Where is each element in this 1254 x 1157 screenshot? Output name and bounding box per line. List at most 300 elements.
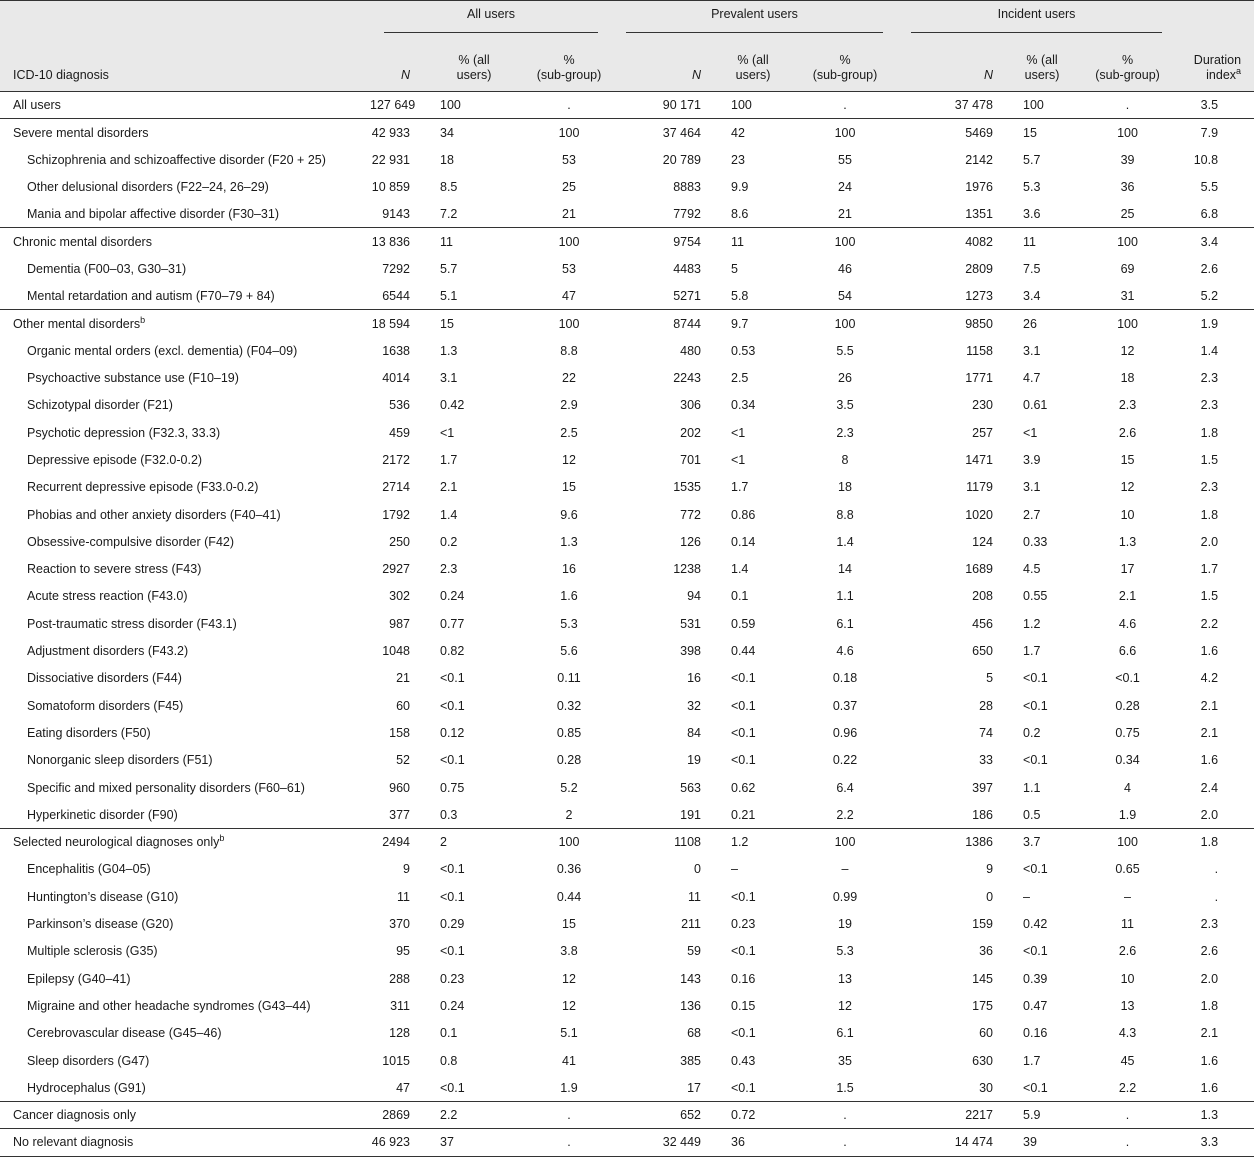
- cell-pct-all-prevalent: 0.86: [731, 507, 756, 522]
- table-row: [0, 801, 1254, 828]
- table-row-category: [0, 228, 1254, 255]
- row-label: Chronic mental disorders: [13, 234, 152, 249]
- cell-n-all: 21: [396, 671, 410, 686]
- cell-n-all: 128: [389, 1026, 410, 1041]
- cell-n-incident: 650: [972, 644, 994, 659]
- cell-pct-sub-incident: 10: [1120, 971, 1135, 986]
- cell-pct-sub-incident: .: [1125, 98, 1130, 113]
- cell-n-incident: 1689: [965, 562, 994, 577]
- cell-pct-all-prevalent: <0.1: [731, 671, 756, 686]
- cell-pct-sub-prevalent: 0.96: [832, 725, 858, 740]
- row-label-cell: [0, 364, 370, 391]
- cell-pct-sub-incident: 2.6: [1118, 944, 1137, 959]
- cell-pct-sub-incident: <0.1: [1115, 671, 1140, 686]
- cell-pct-sub-incident: 25: [1120, 207, 1135, 222]
- header-pct-all-all: % (all users): [456, 53, 492, 82]
- cell-pct-sub-incident: 100: [1117, 316, 1138, 331]
- row-label: Schizophrenia and schizoaffective disorder (F20 + 25): [27, 152, 326, 167]
- cell-n-prevalent: 191: [680, 807, 701, 822]
- cell-duration-index: 5.5: [1200, 180, 1219, 195]
- cell-n-all: 2172: [382, 453, 410, 467]
- header-pct-sub-prevalent: % (sub-group): [812, 53, 878, 82]
- cell-n-prevalent: 19: [687, 753, 701, 768]
- row-label: Mania and bipolar affective disorder (F30–31): [27, 207, 279, 222]
- table-row: [0, 1047, 1254, 1074]
- cell-pct-sub-all: 15: [562, 480, 576, 495]
- row-label: Phobias and other anxiety disorders (F40–41): [27, 507, 281, 522]
- cell-duration-index: 2.4: [1200, 780, 1219, 795]
- row-label-cell: [0, 856, 370, 883]
- cell-pct-all-all: 0.2: [440, 534, 458, 549]
- cell-duration-index: 4.2: [1200, 671, 1219, 686]
- cell-pct-sub-all: 0.28: [556, 753, 582, 768]
- cell-pct-sub-prevalent: 6.1: [836, 616, 854, 631]
- cell-pct-sub-all: 2.5: [560, 425, 578, 440]
- cell-duration-index: 2.1: [1200, 1026, 1219, 1041]
- row-label: Eating disorders (F50): [27, 725, 151, 740]
- row-label: Dissociative disorders (F44): [27, 671, 182, 686]
- cell-pct-all-prevalent: <1: [731, 453, 746, 467]
- row-label-cell: [0, 829, 370, 856]
- cell-duration-index: 2.0: [1200, 534, 1219, 549]
- header-diagnosis: ICD-10 diagnosis: [13, 68, 109, 82]
- row-label-cell: [0, 719, 370, 746]
- cell-duration-index: 1.5: [1200, 589, 1219, 604]
- cell-n-incident: 2809: [965, 261, 994, 276]
- cell-pct-sub-prevalent: 26: [838, 371, 852, 386]
- cell-pct-all-incident: 4.5: [1023, 562, 1041, 577]
- cell-pct-all-all: 100: [440, 98, 461, 113]
- cell-n-incident: 1158: [966, 343, 994, 358]
- row-label-cell: [0, 1020, 370, 1047]
- cell-pct-all-incident: 0.33: [1023, 534, 1048, 549]
- cell-n-all: 250: [389, 534, 410, 549]
- cell-n-incident: 1020: [965, 507, 994, 522]
- cell-pct-sub-prevalent: 0.18: [832, 671, 858, 686]
- cell-duration-index: 2.3: [1200, 917, 1219, 932]
- table-row: [0, 556, 1254, 583]
- cell-n-all: 2714: [382, 480, 410, 495]
- cell-pct-sub-incident: 69: [1120, 261, 1135, 276]
- cell-n-prevalent: 11: [688, 889, 701, 904]
- row-label: Other mental disorders: [13, 316, 141, 331]
- cell-pct-all-all: <0.1: [440, 889, 465, 904]
- row-label-cell: [0, 692, 370, 719]
- cell-pct-all-prevalent: 0.21: [731, 807, 756, 822]
- cell-pct-sub-incident: 18: [1120, 371, 1135, 386]
- row-label: Obsessive-compulsive disorder (F42): [27, 534, 235, 549]
- cell-duration-index: 10.8: [1193, 152, 1219, 167]
- row-label-cell: [0, 119, 370, 146]
- cell-duration-index: 1.8: [1200, 998, 1219, 1013]
- cell-duration-index: 2.1: [1200, 725, 1219, 740]
- cell-pct-sub-incident: 15: [1120, 453, 1135, 467]
- cell-n-incident: 145: [972, 971, 994, 986]
- table-row: [0, 1020, 1254, 1047]
- cell-pct-sub-incident: 100: [1117, 835, 1138, 850]
- row-label: Parkinson’s disease (G20): [27, 917, 174, 932]
- cell-n-incident: 1179: [966, 480, 994, 495]
- cell-duration-index: 5.2: [1200, 288, 1219, 303]
- cell-pct-sub-prevalent: 8: [841, 453, 849, 467]
- table-row-category: [0, 829, 1254, 856]
- cell-pct-sub-prevalent: 6.4: [836, 780, 854, 795]
- cell-n-all: 302: [389, 589, 410, 604]
- cell-n-prevalent: 16: [687, 671, 701, 686]
- header-n-incident: N: [983, 68, 994, 82]
- cell-pct-all-incident: 3.9: [1023, 453, 1041, 467]
- row-label-cell: [0, 910, 370, 937]
- table-row: [0, 910, 1254, 937]
- cell-n-prevalent: 701: [680, 453, 701, 467]
- row-label-cell: [0, 1129, 370, 1156]
- table-row: [0, 173, 1254, 200]
- cell-pct-all-all: 1.7: [440, 453, 458, 467]
- row-label-cell: [0, 92, 370, 119]
- cell-pct-sub-incident: 100: [1117, 234, 1138, 249]
- cell-n-all: 42 933: [371, 125, 410, 140]
- cell-pct-all-all: 2: [440, 835, 447, 850]
- header-duration-index: Duration index$^a$: [1193, 53, 1242, 82]
- cell-n-prevalent: 136: [680, 998, 701, 1013]
- cell-n-prevalent: 20 789: [662, 152, 701, 167]
- cell-n-prevalent: 90 171: [662, 98, 701, 113]
- table-row-category: [0, 119, 1254, 146]
- cell-pct-all-all: <0.1: [440, 862, 465, 877]
- row-label: Multiple sclerosis (G35): [27, 944, 158, 959]
- row-label: Psychotic depression (F32.3, 33.3): [27, 425, 221, 440]
- cell-n-prevalent: 306: [680, 398, 701, 413]
- cell-pct-all-prevalent: 5.8: [731, 288, 749, 303]
- cell-pct-all-incident: 15: [1023, 125, 1037, 140]
- cell-pct-all-prevalent: <0.1: [731, 698, 756, 713]
- cell-pct-sub-all: 12: [562, 971, 576, 986]
- cell-pct-all-prevalent: <0.1: [731, 889, 756, 904]
- cell-pct-all-prevalent: 42: [731, 125, 745, 140]
- cell-n-incident: 1351: [965, 207, 994, 222]
- cell-pct-all-incident: 39: [1023, 1135, 1037, 1150]
- cell-pct-sub-all: 100: [558, 316, 580, 331]
- cell-pct-sub-prevalent: 21: [838, 207, 852, 222]
- cell-n-incident: 4082: [965, 234, 994, 249]
- cell-pct-all-all: 0.24: [440, 589, 465, 604]
- cell-pct-all-all: 34: [440, 125, 454, 140]
- cell-duration-index: 1.6: [1200, 753, 1219, 768]
- cell-pct-all-prevalent: 23: [731, 152, 745, 167]
- cell-pct-all-prevalent: 9.9: [731, 180, 749, 195]
- cell-pct-sub-prevalent: 6.1: [836, 1026, 854, 1041]
- cell-pct-sub-prevalent: 18: [838, 480, 852, 495]
- cell-pct-sub-prevalent: 5.3: [836, 944, 854, 959]
- table-row: [0, 665, 1254, 692]
- cell-n-all: 22 931: [371, 152, 410, 167]
- cell-n-all: 987: [389, 616, 410, 631]
- cell-pct-all-all: 0.75: [440, 780, 465, 795]
- cell-pct-sub-prevalent: 46: [838, 261, 852, 276]
- cell-pct-all-prevalent: 1.2: [731, 835, 749, 850]
- cell-pct-sub-incident: 4: [1124, 780, 1131, 795]
- cell-duration-index: 3.3: [1200, 1135, 1219, 1150]
- cell-pct-all-all: 0.82: [440, 644, 465, 659]
- cell-n-prevalent: 17: [687, 1080, 701, 1095]
- cell-pct-all-incident: 0.39: [1023, 971, 1048, 986]
- cell-pct-sub-prevalent: 35: [838, 1053, 852, 1068]
- cell-pct-all-incident: <0.1: [1023, 753, 1048, 768]
- cell-pct-sub-prevalent: –: [841, 862, 849, 877]
- cell-duration-index: 2.2: [1200, 616, 1219, 631]
- cell-duration-index: 1.4: [1200, 343, 1219, 358]
- cell-pct-all-prevalent: 0.15: [731, 998, 756, 1013]
- cell-pct-sub-all: 12: [562, 998, 576, 1013]
- cell-pct-all-all: 0.23: [440, 971, 465, 986]
- cell-pct-all-incident: 5.9: [1023, 1108, 1041, 1123]
- cell-pct-all-all: 0.12: [440, 725, 465, 740]
- table-row: [0, 392, 1254, 419]
- header-incident-users: Incident users: [897, 1, 1176, 47]
- cell-n-all: 95: [396, 944, 410, 959]
- cell-pct-all-all: <0.1: [440, 1080, 465, 1095]
- header-prevalent-users: Prevalent users: [612, 1, 897, 47]
- row-label-cell: [0, 501, 370, 528]
- row-label: No relevant diagnosis: [13, 1135, 134, 1150]
- cell-pct-all-incident: 0.55: [1023, 589, 1048, 604]
- table-row: [0, 528, 1254, 555]
- header-all-users: All users: [370, 1, 612, 47]
- row-label: Recurrent depressive episode (F33.0-0.2): [27, 480, 259, 495]
- cell-n-incident: 0: [986, 889, 994, 904]
- cell-pct-sub-all: 5.2: [560, 780, 578, 795]
- cell-pct-all-incident: 1.1: [1023, 780, 1041, 795]
- cell-n-all: 370: [389, 917, 410, 932]
- cell-pct-all-incident: <0.1: [1023, 1080, 1048, 1095]
- cell-pct-all-prevalent: 0.72: [731, 1108, 756, 1123]
- cell-n-all: 459: [389, 425, 410, 440]
- cell-n-incident: 9850: [965, 316, 994, 331]
- cell-n-prevalent: 2243: [673, 371, 701, 386]
- cell-pct-all-incident: 0.5: [1023, 807, 1041, 822]
- cell-pct-all-incident: 3.1: [1023, 480, 1041, 495]
- row-label-cell: [0, 1101, 370, 1128]
- cell-pct-all-incident: 3.1: [1023, 343, 1041, 358]
- cell-pct-sub-incident: 0.34: [1115, 753, 1140, 768]
- cell-n-incident: 175: [972, 998, 994, 1013]
- cell-pct-all-all: 0.3: [440, 807, 458, 822]
- table-row: [0, 774, 1254, 801]
- cell-n-all: 1792: [382, 507, 410, 522]
- cell-pct-sub-prevalent: 12: [838, 998, 852, 1013]
- cell-n-incident: 1976: [965, 180, 994, 195]
- cell-n-incident: 36: [979, 944, 994, 959]
- cell-pct-all-all: 0.24: [440, 998, 465, 1013]
- cell-pct-sub-all: 2.9: [560, 398, 578, 413]
- cell-duration-index: 3.5: [1200, 98, 1219, 113]
- row-label: Somatoform disorders (F45): [27, 698, 184, 713]
- cell-n-all: 960: [389, 780, 410, 795]
- cell-n-prevalent: 143: [680, 971, 701, 986]
- cell-duration-index: 2.0: [1200, 807, 1219, 822]
- cell-n-all: 311: [390, 998, 410, 1013]
- cell-pct-all-prevalent: 0.44: [731, 644, 756, 659]
- cell-pct-all-all: 2.2: [440, 1108, 458, 1123]
- cell-pct-all-prevalent: 0.16: [731, 971, 756, 986]
- cell-pct-sub-prevalent: 5.5: [836, 343, 854, 358]
- cell-pct-sub-all: 0.32: [556, 698, 582, 713]
- cell-pct-sub-incident: 45: [1120, 1053, 1135, 1068]
- cell-n-all: 1015: [382, 1053, 410, 1068]
- cell-pct-all-prevalent: 2.5: [731, 371, 749, 386]
- cell-n-incident: 1386: [965, 835, 994, 850]
- cell-duration-index: 2.3: [1200, 480, 1219, 495]
- cell-pct-all-incident: 3.6: [1023, 207, 1041, 222]
- cell-pct-all-all: 15: [440, 316, 454, 331]
- cell-pct-sub-incident: 2.3: [1118, 398, 1137, 413]
- cell-pct-sub-prevalent: 14: [838, 562, 852, 577]
- cell-n-incident: 124: [972, 534, 994, 549]
- cell-pct-sub-incident: 1.3: [1118, 534, 1137, 549]
- cell-duration-index: 1.9: [1200, 316, 1219, 331]
- cell-n-prevalent: 59: [687, 944, 701, 959]
- cell-pct-sub-incident: .: [1125, 1108, 1130, 1123]
- cell-n-incident: 14 474: [954, 1135, 994, 1150]
- row-label: All users: [13, 98, 61, 113]
- table-row: [0, 965, 1254, 992]
- row-label: Epilepsy (G40–41): [27, 971, 131, 986]
- cell-pct-all-prevalent: 0.23: [731, 917, 756, 932]
- row-label: Migraine and other headache syndromes (G43–44): [27, 998, 311, 1013]
- cell-n-prevalent: 1238: [673, 562, 701, 577]
- cell-n-incident: 630: [972, 1053, 994, 1068]
- cell-pct-sub-incident: 2.2: [1118, 1080, 1137, 1095]
- cell-pct-sub-incident: 0.65: [1115, 862, 1140, 877]
- cell-pct-sub-all: 100: [558, 835, 580, 850]
- cell-n-all: 288: [389, 971, 410, 986]
- cell-n-prevalent: 37 464: [662, 125, 701, 140]
- cell-pct-sub-incident: 12: [1120, 480, 1135, 495]
- cell-n-incident: 28: [979, 698, 994, 713]
- cell-duration-index: .: [1214, 862, 1219, 877]
- cell-pct-all-all: 3.1: [440, 371, 458, 386]
- cell-pct-all-all: 37: [440, 1135, 454, 1150]
- cell-n-prevalent: 398: [680, 644, 701, 659]
- table-row: [0, 201, 1254, 228]
- cell-pct-all-prevalent: 0.53: [731, 343, 756, 358]
- cell-pct-all-all: 2.3: [440, 562, 458, 577]
- header-spacer: [1176, 1, 1254, 47]
- cell-n-all: 9: [403, 862, 410, 877]
- cell-n-incident: 1771: [965, 371, 994, 386]
- cell-n-incident: 159: [972, 917, 994, 932]
- cell-pct-all-prevalent: 9.7: [731, 316, 749, 331]
- header-pct-sub-incident: % (sub-group): [1095, 53, 1160, 82]
- cell-pct-all-prevalent: 100: [731, 98, 752, 113]
- cell-n-prevalent: 68: [687, 1026, 701, 1041]
- cell-duration-index: 2.6: [1200, 261, 1219, 276]
- cell-pct-sub-prevalent: .: [843, 1108, 847, 1123]
- cell-pct-sub-all: 100: [558, 234, 580, 249]
- cell-pct-all-prevalent: 5: [731, 261, 738, 276]
- cell-pct-all-prevalent: 8.6: [731, 207, 749, 222]
- cell-pct-all-all: <0.1: [440, 671, 465, 686]
- cell-pct-all-all: 0.77: [440, 616, 465, 631]
- cell-pct-sub-incident: 39: [1120, 152, 1135, 167]
- cell-duration-index: 3.4: [1200, 234, 1219, 249]
- cell-n-all: 2494: [382, 835, 410, 850]
- cell-pct-all-prevalent: 11: [731, 234, 744, 249]
- cell-n-incident: 2217: [965, 1108, 994, 1123]
- header-pct-all-incident: % (all users): [1024, 53, 1060, 82]
- table-row: [0, 938, 1254, 965]
- table-body: [0, 92, 1254, 1157]
- row-label: Reaction to severe stress (F43): [27, 562, 202, 577]
- header-sub-row: [0, 47, 1254, 92]
- cell-pct-sub-all: 5.1: [560, 1026, 578, 1041]
- cell-pct-sub-all: 53: [562, 261, 576, 276]
- cell-pct-sub-incident: 0.28: [1115, 698, 1140, 713]
- cell-duration-index: 1.8: [1200, 507, 1219, 522]
- cell-duration-index: .: [1214, 889, 1219, 904]
- table-row-category: [0, 1129, 1254, 1156]
- table-row: [0, 692, 1254, 719]
- row-label-cell: [0, 665, 370, 692]
- row-label-cell: [0, 774, 370, 801]
- cell-n-incident: 74: [979, 725, 994, 740]
- cell-n-all: 52: [396, 753, 410, 768]
- cell-pct-all-all: 1.4: [440, 507, 458, 522]
- cell-n-all: 13 836: [371, 234, 410, 249]
- cell-duration-index: 2.6: [1200, 944, 1219, 959]
- cell-pct-sub-all: 22: [562, 371, 576, 386]
- cell-pct-sub-incident: 2.1: [1118, 589, 1137, 604]
- cell-n-incident: 5: [986, 671, 994, 686]
- cell-pct-sub-incident: 6.6: [1118, 644, 1137, 659]
- cell-pct-sub-all: 1.6: [560, 589, 578, 604]
- cell-pct-sub-incident: 4.6: [1118, 616, 1137, 631]
- cell-pct-sub-prevalent: 100: [834, 316, 856, 331]
- cell-pct-all-all: <0.1: [440, 698, 465, 713]
- row-label-cell: [0, 528, 370, 555]
- cell-pct-all-incident: 0.16: [1023, 1026, 1048, 1041]
- cell-pct-all-incident: 3.7: [1023, 835, 1041, 850]
- cell-pct-all-prevalent: <0.1: [731, 1080, 756, 1095]
- row-label-cell: [0, 747, 370, 774]
- cell-pct-all-all: 0.29: [440, 917, 465, 932]
- cell-pct-sub-prevalent: 24: [838, 180, 852, 195]
- cell-n-all: 47: [396, 1080, 410, 1095]
- cell-n-prevalent: 32 449: [662, 1135, 701, 1150]
- table-row-category: [0, 92, 1254, 119]
- cell-pct-sub-all: 1.3: [560, 534, 578, 549]
- cell-pct-sub-prevalent: 1.1: [836, 589, 854, 604]
- row-label: Severe mental disorders: [13, 125, 149, 140]
- cell-pct-sub-all: 9.6: [560, 507, 578, 522]
- cell-pct-all-all: 0.1: [440, 1026, 458, 1041]
- cell-pct-all-prevalent: <0.1: [731, 944, 756, 959]
- table-row-category: [0, 1101, 1254, 1128]
- row-label: Other delusional disorders (F22–24, 26–29): [27, 180, 269, 195]
- cell-pct-all-incident: 11: [1023, 234, 1036, 249]
- cell-pct-all-incident: <0.1: [1023, 862, 1048, 877]
- row-label: Hydrocephalus (G91): [27, 1080, 146, 1095]
- table-row: [0, 283, 1254, 310]
- table-row: [0, 637, 1254, 664]
- cell-pct-all-incident: 0.2: [1023, 725, 1041, 740]
- cell-pct-sub-all: 2: [565, 807, 573, 822]
- row-label-cell: [0, 883, 370, 910]
- cell-pct-all-prevalent: 0.62: [731, 780, 756, 795]
- cell-pct-sub-all: .: [567, 1108, 571, 1123]
- cell-pct-sub-all: 25: [562, 180, 576, 195]
- cell-pct-all-incident: 1.7: [1023, 644, 1041, 659]
